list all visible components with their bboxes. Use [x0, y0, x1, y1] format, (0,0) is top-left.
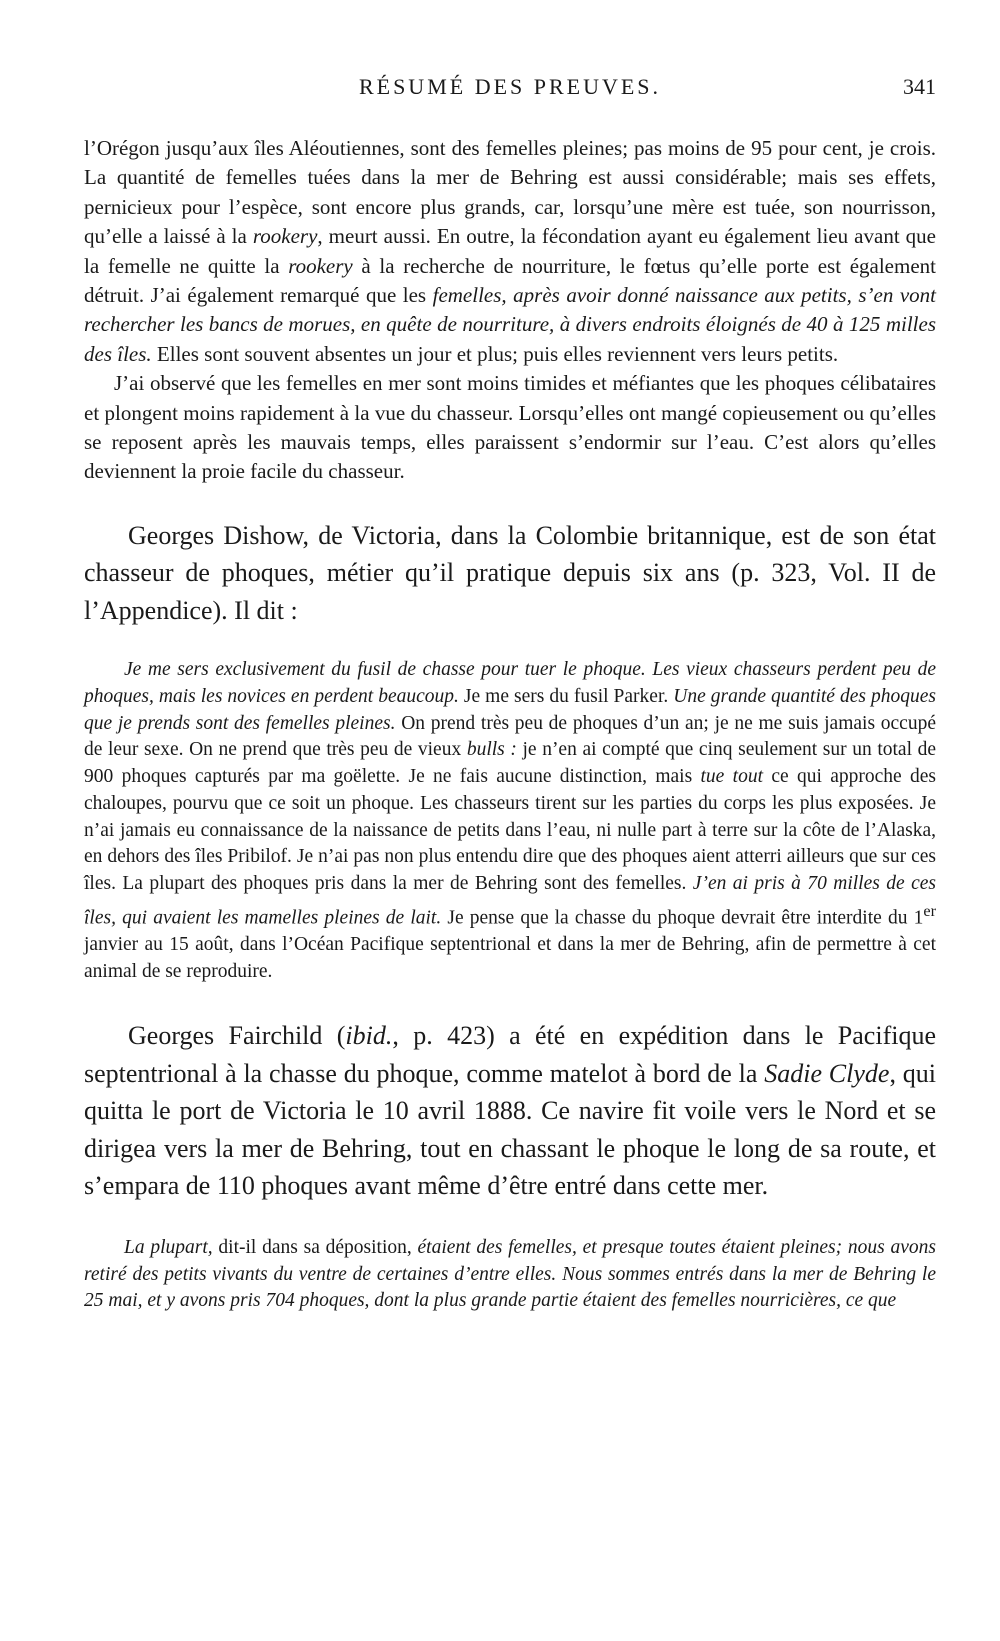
italic-run: rookery	[288, 253, 353, 278]
italic-run: Une grande quantité des phoques que je prends sont des femelles pleines.	[84, 686, 936, 734]
text-run: On prend très peu de phoques d’un an; je ne me suis jamais occupé de leur sexe. On ne prend que très peu de vieux	[84, 712, 936, 761]
italic-run: rookery	[252, 224, 318, 249]
italic-run: bulls :	[466, 739, 517, 761]
page-header	[84, 70, 936, 110]
italic-run: Je me sers exclusivement du fusil de chasse pour tuer le phoque. Les vieux chasseurs perdent peu de phoques, mais les novices en perdent beaucoup.	[84, 659, 936, 708]
text-run: Georges Fairchild (	[128, 1021, 346, 1051]
italic-run: ibid.	[345, 1021, 393, 1051]
italic-run: tue tout	[700, 766, 763, 788]
text-run: Je me sers du fusil Parker.	[458, 686, 674, 708]
text-run: l’Orégon jusqu’aux îles Aléoutiennes, sont des femelles pleines; pas moins de 95 pour cent, je crois. La quantité de femelles tuées dans la mer de Behring est aussi considérable; mais ses effets, pernicieux pour l’espèce, sont encore plus grands, car, lorsqu’une mère est tuée, son nourrisson, qu’elle a laissé à la	[84, 136, 936, 249]
italic-run: J’en ai pris à 70 milles de ces îles, qui avaient les mamelles pleines de lait.	[84, 873, 937, 929]
running-head: RÉSUMÉ DES PREUVES.	[358, 74, 662, 99]
text-run: janvier au 15 août, dans l’Océan Pacifique septentrional et dans la mer de Behring, afin de permettre à cet animal de se reproduire.	[84, 933, 936, 982]
text-run: ce qui approche des chaloupes, pourvu que ce soit un phoque. Les chasseurs tirent sur les parties du corps les plus exposées. Je n’ai jamais eu connaissance de la naissance de petits dans l’eau, ni nulle part à terre sur la côte de l’Alaska, en dehors des îles Pribilof. Je n’ai pas non plus entendu dire que des phoques aient atterri ailleurs que sur ces îles. La plupart des phoques pris dans la mer de Behring sont des femelles.	[84, 766, 936, 894]
italic-run: femelles, après avoir donné naissance aux petits, s’en vont rechercher les bancs de morues, en quête de nourriture, à divers endroits éloignés de 40 à 125 milles des îles.	[84, 283, 936, 366]
text-run: Elles sont souvent absentes un jour et plus; puis elles reviennent vers leurs petits.	[151, 341, 839, 366]
text-run: dit-il dans sa déposition,	[212, 1236, 418, 1258]
text-run: à la recherche de nourriture, le fœtus qu’elle porte est également détruit. J’ai également remarqué que les	[84, 253, 936, 308]
paragraph-dishow: Georges Dishow, de Victoria, dans la Colombie britannique, est de son état chasseur de phoques, métier qu’il pratique depuis six ans (p. 323, Vol. II de l’Appendice). Il dit :	[84, 520, 936, 625]
italic-run: La plupart,	[124, 1236, 213, 1258]
quote-fairchild	[84, 1235, 936, 1315]
text-run: , meurt aussi. En outre, la fécondation ayant eu également lieu avant que la femelle ne quitte la	[84, 224, 936, 278]
text-run: , qui quitta le port de Victoria le 10 avril 1888. Ce navire fit voile vers le Nord et se dirigea vers la mer de Behring, tout en chassant le phoque le long de sa route, et s’empara de 110 phoques avant même d’être entré dans cette mer.	[84, 1058, 936, 1201]
paragraph-fairchild	[84, 1017, 936, 1205]
paragraph-observations: J’ai observé que les femelles en mer sont moins timides et méfiantes que les phoques célibataires et plongent moins rapidement à la vue du chasseur. Lorsqu’elles ont mangé copieusement ou qu’elles se reposent après les mauvais temps, elles paraissent s’endormir sur l’eau. C’est alors qu’elles deviennent la proie facile du chasseur.	[84, 371, 936, 484]
text-run: , p. 423) a été en expédition dans le Pacifique septentrional à la chasse du phoque, comme matelot à bord de la	[84, 1021, 936, 1088]
text-run: je n’en ai compté que cinq seulement sur un total de 900 phoques capturés par ma goëlette. Je ne fais aucune distinction, mais	[84, 739, 937, 788]
paragraph-continued	[84, 134, 936, 369]
superscript: er	[923, 901, 936, 920]
italic-run: Sadie Clyde	[764, 1058, 890, 1088]
text-run: Je pense que la chasse du phoque devrait être interdite du 1	[441, 907, 924, 929]
quote-dishow	[84, 657, 936, 985]
italic-run: étaient des femelles, et presque toutes étaient pleines; nous avons retiré des petits vivants du ventre de certaines d’entre elles. Nous sommes entrés dans la mer de Behring le 25 mai, et y avons pris 704 phoques, dont la plus grande partie étaient des femelles nourricières, ce que	[84, 1236, 936, 1312]
page-number: 341	[903, 74, 936, 99]
